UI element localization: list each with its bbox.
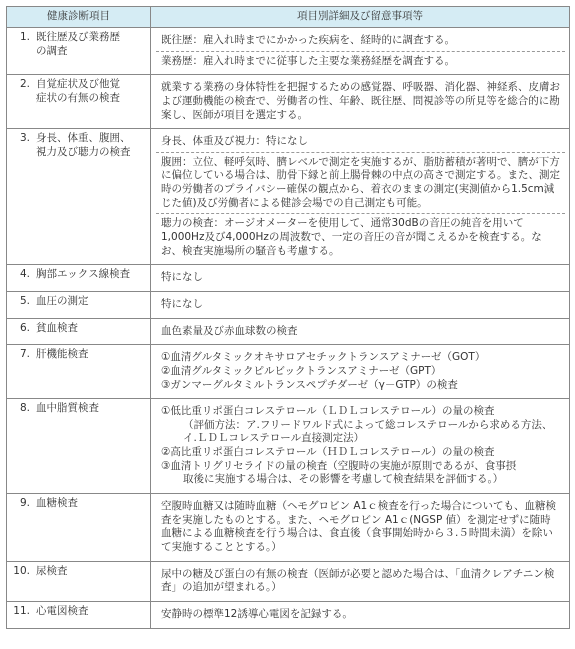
detail-cell [151,601,570,628]
item-label: 血糖検査 [36,497,78,510]
detail-cell [151,75,570,129]
table-row [7,494,570,562]
item-number: 4. [19,268,30,281]
item-number: 1. [19,31,30,43]
detail-text: 聴力の検査：オージオメーターを使用して、通常30dBの音圧の純音を用いて1,000Hz及び4,000Hzの周波数で、一定の音圧の音が聞こえるかを検査する。なお、検査実施場所の騒音も考慮する。 [156,213,565,261]
item-label: 血中脂質検査 [36,402,99,415]
table-row [7,28,570,75]
detail-cell [151,399,570,494]
detail-text: ①低比重リポ蛋白コレステロール（ＬＤＬコレステロール）の量の検査 [161,405,495,418]
detail-text-indented: 取後に実施する場合は、その影響を考慮して検査結果を評価する。） [183,473,504,486]
detail-text: 既往歴：雇入れ時までにかかった疾病を、経時的に調査する。 [161,34,455,46]
table-row [7,291,570,318]
item-number: 2. [19,78,30,91]
item-number: 11. [13,604,30,617]
detail-cell [151,494,570,562]
item-label: 既往歴及び業務歴 [36,31,120,43]
item-number: 9. [19,497,30,510]
detail-cell [151,291,570,318]
item-label-line2: 視力及び聴力の検査 [36,145,131,158]
detail-cell [151,318,570,345]
header-item: 健康診断項目 [7,7,151,28]
detail-cell [151,28,570,75]
item-cell [7,601,151,628]
detail-text: 安静時の標準12誘導心電図を記録する。 [161,607,353,620]
item-cell [7,28,151,75]
detail-text: 尿中の糖及び蛋白の有無の検査（医師が必要と認めた場合は、「血清クレアチニン検査」の追加が望まれる。） [161,567,555,594]
item-number: 8. [19,402,30,415]
item-label: 貧血検査 [36,321,78,334]
item-label-line2: 症状の有無の検査 [36,91,120,104]
table-row [7,265,570,292]
detail-text: 身長、体重及び視力：特になし [161,135,308,148]
detail-text: 特になし [161,297,203,310]
item-number: 10. [13,564,30,577]
item-cell [7,494,151,562]
table-row [7,129,570,265]
table-row [7,601,570,628]
table-row [7,561,570,601]
item-label: 肝機能検査 [36,348,89,361]
table-row [7,75,570,129]
detail-text: 血色素量及び赤血球数の検査 [161,324,298,337]
item-label: 胸部エックス線検査 [36,268,131,281]
detail-text: 腹囲：立位、軽呼気時、臍レベルで測定を実施するが、脂肪蓄積が著明で、臍が下方に偏位している場合は、肋骨下縁と前上腸骨棘の中点の高さで測定する。また、測定時の労働者のプライバシー確保の観点から、着衣のままの測定(実測値から1.5cm減じた値)及び労働者による健診会場での自己測定も可能。 [156,152,565,214]
item-cell [7,318,151,345]
health-exam-table [6,6,570,629]
detail-block [156,402,565,490]
detail-cell [151,561,570,601]
table-header-row [7,7,570,28]
item-number: 6. [19,321,30,334]
item-number: 5. [19,294,30,307]
detail-text: 就業する業務の身体特性を把握するための感覚器、呼吸器、消化器、神経系、皮膚および運動機能の検査で、労働者の性、年齢、既往歴、問視診等の所見等を総合的に勘案し、医師が項目を選定する。 [161,81,560,121]
detail-text: ②高比重リポ蛋白コレステロール（ＨＤＬコレステロール）の量の検査 ③血清トリグリセライドの量の検査（空腹時の実施が原則であるが、食事摂 [161,446,517,472]
item-number: 7. [19,348,30,361]
detail-text-indented: （評価方法：ア.フリードワルド式によって総コレステロールから求める方法、イ.ＬＤＬコレステロール直接測定法） [183,418,553,445]
item-label: 身長、体重、腹囲、 [36,132,131,145]
item-cell [7,265,151,292]
item-cell [7,75,151,129]
detail-text: 業務歴：雇入れ時までに従事した主要な業務経歴を調査する。 [156,51,565,72]
item-label: 心電図検査 [36,604,89,617]
item-label: 自覚症状及び他覚 [36,78,120,91]
item-cell [7,399,151,494]
detail-text: 特になし [161,271,203,284]
table-row [7,345,570,399]
table-row [7,318,570,345]
header-detail: 項目別詳細及び留意事項等 [151,7,570,28]
detail-text: 空腹時血糖又は随時血糖（ヘモグロビン A1ｃ検査を行った場合についても、血糖検査を実施したものとする。また、ヘモグロビン A1ｃ(NGSP 値）を測定せずに随時血糖による血糖検査を行う場合は、食直後（食事開始時から３.５時間未満）を除いて実施することとする。） [161,500,556,553]
item-label: 血圧の測定 [36,294,89,307]
item-cell [7,345,151,399]
detail-cell [151,265,570,292]
item-number: 3. [19,132,30,145]
detail-text: ①血清グルタミックオキサロアセチックトランスアミナーゼ（GOT） ②血清グルタミックピルビックトランスアミナーゼ（GPT） ③ガンマーグルタミルトランスペプチダーゼ（γ－GTP）の検査 [161,351,486,391]
table-row [7,399,570,494]
item-cell [7,561,151,601]
item-label: 尿検査 [36,564,68,577]
item-cell [7,291,151,318]
detail-cell [151,129,570,265]
detail-cell [151,345,570,399]
item-cell [7,129,151,265]
item-label-line2: の調査 [36,44,68,57]
